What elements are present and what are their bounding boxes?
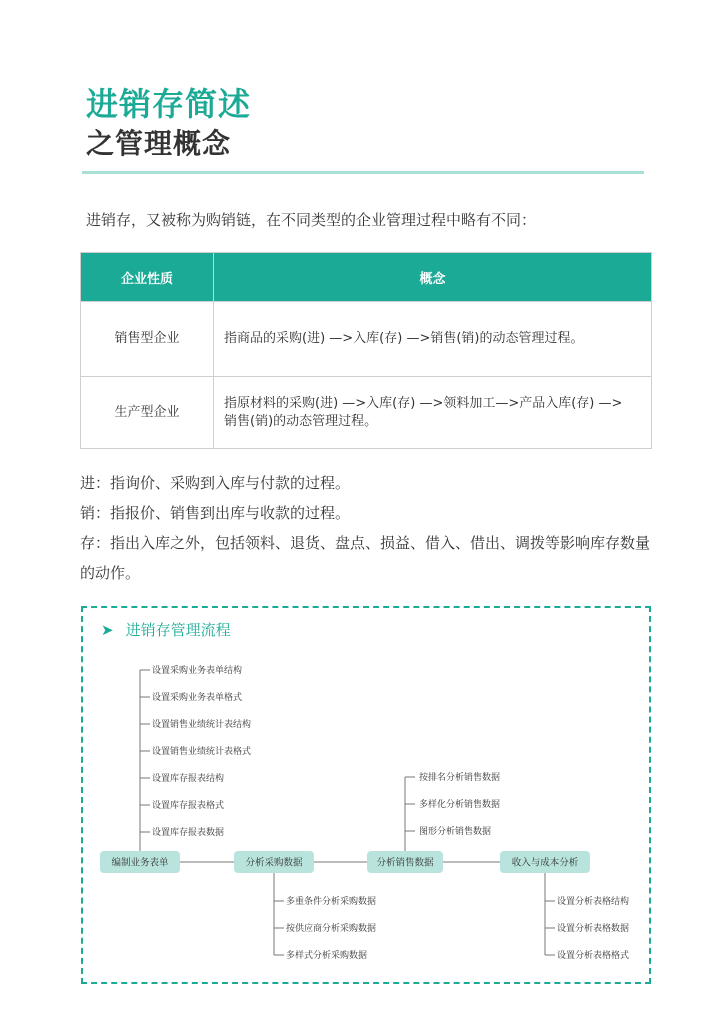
- definitions: [80, 468, 650, 588]
- arrow-bullet-icon: ➤: [101, 621, 114, 639]
- flow-node-3: [367, 851, 443, 873]
- leaf-label: 多样式分析采购数据: [286, 951, 368, 961]
- table-cell-concept-line: 指原材料的采购(进) —>入库(存) —>领料加工—>产品入库(存) —>: [224, 395, 623, 411]
- table-cell-type: 销售型企业: [81, 302, 214, 377]
- flow-title-text: 进销存管理流程: [125, 621, 231, 639]
- leaf-label: 多重条件分析采购数据: [286, 897, 377, 907]
- flow-node-label: 收入与成本分析: [511, 857, 579, 869]
- leaf-label: 设置销售业绩统计表格式: [152, 747, 252, 757]
- leaf-label: 按供应商分析采购数据: [286, 924, 377, 934]
- node2-leaves: [274, 895, 376, 961]
- definition-sale: 销：指报价、销售到出库与收款的过程。: [80, 504, 351, 522]
- page-subtitle: 之管理概念: [86, 127, 232, 160]
- flow-diagram: [90, 650, 640, 970]
- node4-leaves: [545, 895, 629, 961]
- leaf-label: 设置采购业务表单格式: [152, 693, 243, 703]
- flow-node-2: [234, 851, 314, 873]
- page-title: 进销存简述: [86, 85, 252, 123]
- node1-leaves: [140, 664, 251, 838]
- leaf-label: 设置库存报表格式: [152, 801, 225, 811]
- table-header-row: [81, 253, 652, 302]
- title-divider: [82, 171, 644, 174]
- leaf-label: 设置分析表格格式: [557, 951, 630, 961]
- leaf-label: 设置销售业绩统计表结构: [152, 720, 252, 730]
- table-cell-concept: 指商品的采购(进) —>入库(存) —>销售(销)的动态管理过程。: [214, 302, 652, 377]
- leaf-label: 设置库存报表结构: [152, 774, 225, 784]
- leaf-label: 设置分析表格数据: [557, 924, 630, 934]
- leaf-label: 设置分析表格结构: [557, 897, 630, 907]
- leaf-label: 设置库存报表数据: [152, 828, 225, 838]
- leaf-label: 按排名分析销售数据: [419, 773, 501, 783]
- table-cell-concept: [214, 377, 652, 449]
- leaf-label: 多样化分析销售数据: [419, 800, 501, 810]
- flow-node-1: [100, 851, 180, 873]
- flow-node-label: 编制业务表单: [111, 857, 169, 869]
- flow-title: [101, 618, 231, 642]
- table-cell-type: 生产型企业: [81, 377, 214, 449]
- concept-table: [80, 252, 652, 449]
- node3-leaves: [405, 771, 500, 837]
- table-header-concept: 概念: [214, 253, 652, 302]
- flow-node-4: [500, 851, 590, 873]
- leaf-label: 图形分析销售数据: [419, 827, 492, 837]
- table-cell-concept-line: 销售(销)的动态管理过程。: [224, 413, 378, 429]
- flow-node-label: 分析销售数据: [376, 857, 434, 869]
- definition-in: 进：指询价、采购到入库与付款的过程。: [80, 474, 351, 492]
- table-row: [81, 302, 652, 377]
- intro-text: 进销存，又被称为购销链，在不同类型的企业管理过程中略有不同：: [86, 211, 537, 229]
- flow-node-label: 分析采购数据: [245, 857, 303, 869]
- definition-stock: 存：指出入库之外，包括领料、退货、盘点、损益、借入、借出、调拨等影响库存数量的动作。: [80, 534, 651, 582]
- leaf-label: 设置采购业务表单结构: [152, 666, 243, 676]
- table-row: [81, 377, 652, 449]
- table-header-type: 企业性质: [81, 253, 214, 302]
